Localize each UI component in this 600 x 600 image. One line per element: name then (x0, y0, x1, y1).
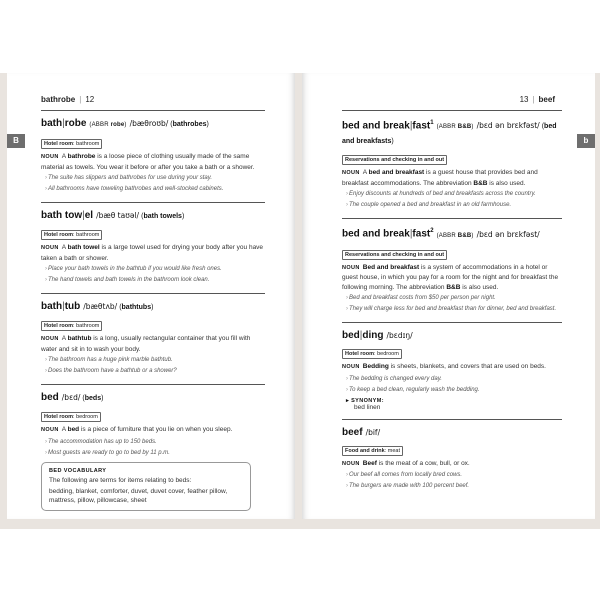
domain-label: Reservations and checking in and out (342, 155, 447, 165)
example: ›Most guests are ready to go to bed by 11 p.m. (45, 449, 170, 456)
definition: NOUN Bedding is sheets, blankets, and covers that are used on beds. (342, 363, 546, 371)
definition: NOUN A bed and breakfast is a guest house that provides bed and breakfast accommodations. The abbreviation B&B is also used. (342, 169, 538, 187)
example: ›The accommodation has up to 150 beds. (45, 438, 157, 445)
letter-tab-right: b (577, 134, 595, 148)
letter-tab-left: B (7, 134, 25, 148)
plural-form: (bathrobes) (170, 121, 209, 128)
left-page (7, 73, 295, 519)
definition: NOUN A bath towel is a large towel used for drying your body after you have taken a bath or shower. (41, 244, 264, 262)
left-column (41, 110, 265, 519)
pronunciation: /bæθ taʊəl/ (96, 211, 140, 220)
headword: bed and break|fast$^2$(ABBR B&B) /bɛd ən brɛkfəst/ (342, 228, 540, 240)
plural-form: (bed and breakfasts) (342, 123, 557, 146)
right-page (302, 73, 595, 519)
headword: bed and break|fast$^1$(ABBR B&B) /bɛd ən brɛkfəst/ (bed and breakfasts) (342, 120, 557, 146)
domain-label: Food and drink: meat (342, 446, 403, 456)
right-column (342, 110, 562, 499)
plural-form: (bath towels) (141, 213, 185, 220)
entry-bed-and-breakfast-2 (342, 218, 562, 314)
abbreviation: (ABBR B&B) (436, 124, 474, 131)
example: ›The hand towels and bath towels in the bathroom look clean. (45, 277, 210, 283)
definition: NOUN Beef is the meat of a cow, bull, or ox. (342, 459, 470, 467)
example: ›They will charge less for bed and breakfast than for dinner, bed and breakfast. (346, 306, 557, 313)
entry-bathrobe (41, 110, 265, 194)
pronunciation: /bɛd ən brɛkfəst/ (476, 121, 540, 131)
page-number: 12 (85, 95, 95, 104)
synonym-value: bed linen (354, 403, 381, 411)
example: ›The bathroom has a huge pink marble bathtub. (45, 357, 173, 363)
example: ›The bedding is changed every day. (346, 375, 442, 382)
vocab-intro: The following are terms for items relating to beds: (49, 476, 192, 484)
entry-bath-towel (41, 202, 265, 285)
headword: bath tow|el /bæθ taʊəl/ (bath towels) (41, 210, 185, 221)
definition: NOUN A bathtub is a long, usually rectangular container that you fill with water and sit in to wash your body. (41, 335, 251, 353)
entry-beef (342, 419, 562, 492)
headword: bed|ding /bɛdɪŋ/ (342, 330, 413, 342)
pronunciation: /bæθroʊb/ (129, 119, 169, 128)
bed-vocabulary-box (41, 462, 251, 511)
pronunciation: /bɛd/ (61, 393, 81, 402)
page-number: 13 (519, 95, 529, 104)
definition: NOUN Bed and breakfast is a system of accommodations in a hotel or guest house, in which you pay for a room for the night and for breakfast the following morning. The abbreviation B&B is also used. (342, 263, 559, 291)
domain-label: Hotel room: bathroom (41, 230, 102, 240)
example: ›Does the bathroom have a bathtub or a shower? (45, 368, 177, 374)
vocab-items: bedding, blanket, comforter, duvet, duvet cover, feather pillow, mattress, pillow, pillowcase, sheet (49, 487, 228, 504)
entry-bedding (342, 322, 562, 411)
entry-bed-and-breakfast-1 (342, 110, 562, 210)
plural-form: (beds) (82, 395, 104, 402)
running-head-right: 13 | beef (519, 95, 555, 104)
entry-bed (41, 384, 265, 511)
example: ›The suite has slippers and bathrobes for use during your stay. (45, 175, 212, 181)
running-head-word: beef (538, 95, 555, 104)
plural-form: (bathtubs) (119, 304, 154, 311)
example: ›Bed and breakfast costs from $50 per person per night. (346, 295, 496, 302)
definition: NOUN A bed is a piece of furniture that you lie on when you sleep. (41, 426, 233, 433)
domain-label: Hotel room: bedroom (342, 349, 402, 359)
abbreviation: (ABBR B&B) (436, 232, 474, 239)
example: ›To keep a bed clean, regularly wash the bedding. (346, 386, 480, 393)
example: ›Our beef all comes from locally bred cows. (346, 472, 463, 479)
running-head-left: bathrobe | 12 (41, 95, 95, 104)
example: ›All bathrooms have toweling bathrobes and well-stocked cabinets. (45, 186, 224, 192)
entry-bathtub (41, 293, 265, 376)
headword: bath|tub /bæθtʌb/ (bathtubs) (41, 301, 154, 312)
domain-label: Hotel room: bathroom (41, 139, 102, 149)
pronunciation: /bɛd ən brɛkfəst/ (476, 229, 540, 239)
vocab-title: BED VOCABULARY (49, 467, 107, 474)
definition: NOUN A bathrobe is a loose piece of clothing usually made of the same material as towels. You wear it before or after you take a bath or a shower. (41, 153, 255, 171)
domain-label: Hotel room: bathroom (41, 321, 102, 331)
book-spread (0, 73, 600, 529)
example: ›The couple opened a bed and breakfast in an old farmhouse. (346, 202, 512, 209)
abbreviation: (ABBR robe) (89, 122, 127, 128)
running-head-word: bathrobe (41, 95, 76, 104)
headword: bed /bɛd/ (beds) (41, 392, 104, 403)
headword: beef /bif/ (342, 426, 381, 438)
domain-label: Hotel room: bedroom (41, 412, 101, 422)
pronunciation: /bif/ (365, 427, 381, 437)
pronunciation: /bæθtʌb/ (83, 302, 118, 311)
domain-label: Reservations and checking in and out (342, 250, 447, 260)
synonym-block: ▸ SYNONYM: bed linen (342, 398, 562, 411)
example: ›Enjoy discounts at hundreds of bed and breakfasts across the country. (346, 191, 536, 198)
example: ›The burgers are made with 100 percent beef. (346, 483, 470, 490)
pronunciation: /bɛdɪŋ/ (386, 331, 413, 341)
example: ›Place your bath towels in the bathtub if you would like fresh ones. (45, 266, 222, 272)
headword: bath|robe (ABBR robe) /bæθroʊb/ (bathrobes) (41, 118, 209, 129)
